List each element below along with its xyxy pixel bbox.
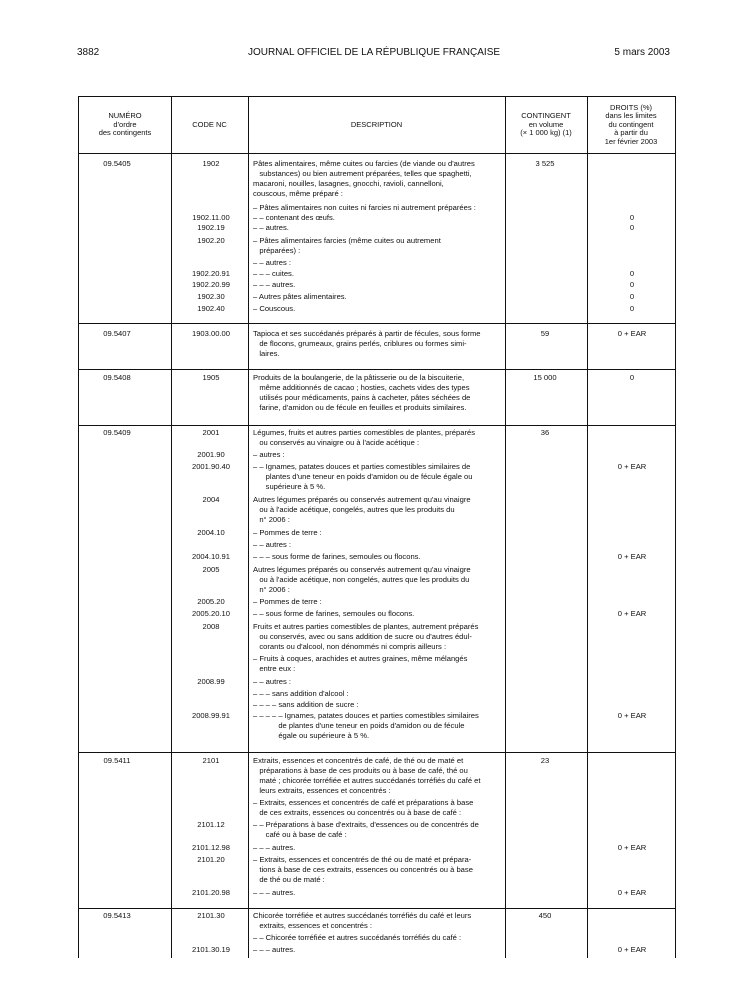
contingent-volume: 36 [540, 428, 550, 437]
duty-rate: 0 + EAR [617, 888, 647, 897]
nc-code: 2008 [202, 622, 220, 631]
issue-date: 5 mars 2003 [614, 47, 670, 58]
nc-code: 2001 [202, 428, 220, 437]
contingent-number: 09.5407 [103, 329, 131, 338]
description-line: de ces extraits, essences ou concentrés ou à base de café : [253, 808, 462, 817]
description-line: – – sous forme de farines, semoules ou flocons. [253, 609, 415, 618]
description-line: Chicorée torréfiée et autres succédanés torréfiés du café et leurs [253, 911, 472, 920]
description-line: maté ; chicorée torréfiée et autres succédanés torréfiés du café et [253, 776, 481, 785]
description-line: – – autres : [253, 258, 291, 267]
duty-rate: 0 [629, 280, 635, 289]
description-line: ou à l'acide acétique, non congelés, autres que les produits du [253, 575, 470, 584]
row-separator [79, 908, 675, 909]
description-line: – – contenant des œufs. [253, 213, 335, 222]
nc-code: 2101.20 [197, 855, 225, 864]
nc-code: 2008.99 [197, 677, 225, 686]
description-line: – – autres : [253, 540, 291, 549]
column-header-numero: NUMÉRO d'ordre des contingents [98, 111, 152, 138]
column-header-contingent: CONTINGENT en volume (× 1 000 kg) (1) [520, 111, 572, 138]
nc-code: 1902.11.00 [192, 213, 230, 222]
contingent-number: 09.5409 [103, 428, 131, 437]
description-line: Produits de la boulangerie, de la pâtisserie ou de la biscuiterie, [253, 373, 465, 382]
description-line: supérieure à 5 %. [253, 482, 326, 491]
description-line: ou conservés, avec ou sans addition de sucre ou d'autres édul- [253, 632, 472, 641]
description-line: utilisés pour médicaments, pains à cacheter, pâtes séchées de [253, 393, 471, 402]
description-line: préparées) : [253, 246, 301, 255]
duty-rate: 0 [629, 292, 635, 301]
nc-code: 2101 [202, 756, 220, 765]
description-line: – Pommes de terre : [253, 597, 322, 606]
row-separator [79, 323, 675, 324]
nc-code: 2101.30 [197, 911, 225, 920]
description-line: tions à base de ces extraits, essences ou concentrés ou à base [253, 865, 473, 874]
nc-code: 1902.30 [197, 292, 225, 301]
description-line: – – – – sans addition de sucre : [253, 700, 359, 709]
page-number: 3882 [77, 47, 100, 58]
description-line: – – – autres. [253, 888, 296, 897]
nc-code: 2004.10.91 [191, 552, 230, 561]
description-line: corants ou d'alcool, non dénommés ni compris ailleurs : [253, 642, 447, 651]
description-line: couscous, même préparé : [253, 189, 343, 198]
description-line: Extraits, essences et concentrés de café, de thé ou de maté et [253, 756, 464, 765]
description-line: – – autres. [253, 223, 289, 232]
description-line: plantes d'une teneur en poids d'amidon ou de fécule égale ou [253, 472, 473, 481]
duty-rate: 0 + EAR [617, 329, 647, 338]
nc-code: 1902.19 [197, 223, 225, 232]
duty-rate: 0 [629, 304, 635, 313]
duty-rate: 0 [629, 223, 635, 232]
description-line: – autres : [253, 450, 285, 459]
description-line: de plantes d'une teneur en poids d'amidon ou de fécule [253, 721, 465, 730]
description-line: leurs extraits, essences et concentrés : [253, 786, 391, 795]
nc-code: 1903.00.00 [191, 329, 230, 338]
nc-code: 2001.90.40 [191, 462, 230, 471]
description-line: – Extraits, essences et concentrés de thé ou de maté et prépara- [253, 855, 472, 864]
duty-rate: 0 + EAR [617, 552, 647, 561]
contingent-volume: 3 525 [535, 159, 555, 168]
description-line: n° 2006 : [253, 515, 290, 524]
description-line: préparations à base de ces produits ou à base de café, thé ou [253, 766, 468, 775]
contingent-number: 09.5405 [103, 159, 131, 168]
duty-rate: 0 + EAR [617, 843, 647, 852]
nc-code: 2101.20.98 [191, 888, 230, 897]
description-line: – Pâtes alimentaires non cuites ni farcies ni autrement préparées : [253, 203, 476, 212]
description-line: entre eux : [253, 664, 296, 673]
journal-title: JOURNAL OFFICIEL DE LA RÉPUBLIQUE FRANÇAISE [247, 47, 501, 58]
description-line: de flocons, grumeaux, grains perlés, criblures ou formes simi- [253, 339, 467, 348]
duty-rate: 0 + EAR [617, 609, 647, 618]
description-line: ou à l'acide acétique, congelés, autres que les produits du [253, 505, 455, 514]
nc-code: 2005 [202, 565, 220, 574]
nc-code: 2001.90 [197, 450, 225, 459]
description-line: – – Préparations à base d'extraits, d'essences ou de concentrés de [253, 820, 479, 829]
row-separator [79, 425, 675, 426]
description-line: même additionnés de cacao ; hosties, cachets vides des types [253, 383, 470, 392]
description-line: Autres légumes préparés ou conservés autrement qu'au vinaigre [253, 495, 471, 504]
column-header-droits: DROITS (%) dans les limites du contingent à partir du 1er février 2003 [604, 102, 658, 146]
description-line: Tapioca et ses succédanés préparés à partir de fécules, sous forme [253, 329, 481, 338]
description-line: de thé ou de maté : [253, 875, 325, 884]
description-line: – – – autres. [253, 280, 296, 289]
nc-code: 2008.99.91 [191, 711, 230, 720]
description-line: – – – sous forme de farines, semoules ou flocons. [253, 552, 421, 561]
description-line: égale ou supérieure à 5 %. [253, 731, 370, 740]
description-line: laires. [253, 349, 280, 358]
description-line: – – Ignames, patates douces et parties comestibles similaires de [253, 462, 471, 471]
row-separator [79, 153, 675, 154]
description-line: n° 2006 : [253, 585, 290, 594]
nc-code: 2005.20.10 [191, 609, 230, 618]
description-line: macaroni, nouilles, lasagnes, gnocchi, ravioli, cannelloni, [253, 179, 444, 188]
description-line: farine, d'amidon ou de fécule en feuilles et produits similaires. [253, 403, 467, 412]
description-line: – Autres pâtes alimentaires. [253, 292, 347, 301]
description-line: – – – – – Ignames, patates douces et parties comestibles similaires [253, 711, 479, 720]
description-line: Légumes, fruits et autres parties comestibles de plantes, préparés [253, 428, 476, 437]
nc-code: 1902.20.91 [191, 269, 230, 278]
duty-rate: 0 [629, 213, 635, 222]
column-header-description: DESCRIPTION [350, 119, 403, 129]
contingent-volume: 59 [540, 329, 550, 338]
description-line: – – – sans addition d'alcool : [253, 689, 349, 698]
description-line: – – – autres. [253, 945, 296, 954]
contingent-volume: 23 [540, 756, 550, 765]
description-line: – – – cuites. [253, 269, 294, 278]
duty-rate: 0 + EAR [617, 945, 647, 954]
contingent-number: 09.5411 [103, 756, 131, 765]
contingent-number: 09.5413 [103, 911, 131, 920]
description-line: Autres légumes préparés ou conservés autrement qu'au vinaigre [253, 565, 471, 574]
nc-code: 1905 [202, 373, 220, 382]
column-divider [505, 97, 506, 958]
nc-code: 2101.30.19 [191, 945, 230, 954]
nc-code: 2004 [202, 495, 220, 504]
description-line: Pâtes alimentaires, même cuites ou farcies (de viande ou d'autres [253, 159, 475, 168]
duty-rate: 0 + EAR [617, 462, 647, 471]
column-header-code: CODE NC [192, 119, 227, 129]
duty-rate: 0 + EAR [617, 711, 647, 720]
description-line: – Extraits, essences et concentrés de café et préparations à base [253, 798, 474, 807]
duty-rate: 0 [629, 373, 635, 382]
nc-code: 1902.20.99 [191, 280, 230, 289]
nc-code: 2101.12 [197, 820, 225, 829]
row-separator [79, 752, 675, 753]
contingent-volume: 15 000 [533, 373, 557, 382]
nc-code: 1902.40 [197, 304, 225, 313]
description-line: extraits, essences et concentrés : [253, 921, 373, 930]
duty-rate: 0 [629, 269, 635, 278]
description-line: – – – autres. [253, 843, 296, 852]
contingent-volume: 450 [538, 911, 552, 920]
description-line: – – autres : [253, 677, 291, 686]
nc-code: 2004.10 [197, 528, 225, 537]
nc-code: 2005.20 [197, 597, 225, 606]
description-line: – Fruits à coques, arachides et autres graines, même mélangés [253, 654, 468, 663]
nc-code: 1902.20 [197, 236, 225, 245]
contingent-number: 09.5408 [103, 373, 131, 382]
nc-code: 1902 [202, 159, 220, 168]
description-line: café ou à base de café : [253, 830, 347, 839]
description-line: – Pâtes alimentaires farcies (même cuites ou autrement [253, 236, 441, 245]
description-line: – Couscous. [253, 304, 296, 313]
description-line: Fruits et autres parties comestibles de plantes, autrement préparés [253, 622, 479, 631]
nc-code: 2101.12.98 [191, 843, 230, 852]
description-line: substances) ou bien autrement préparées, telles que spaghetti, [253, 169, 472, 178]
description-line: – Pommes de terre : [253, 528, 322, 537]
description-line: – – Chicorée torréfiée et autres succédanés torréfiés du café : [253, 933, 462, 942]
description-line: ou conservés au vinaigre ou à l'acide acétique : [253, 438, 420, 447]
row-separator [79, 369, 675, 370]
